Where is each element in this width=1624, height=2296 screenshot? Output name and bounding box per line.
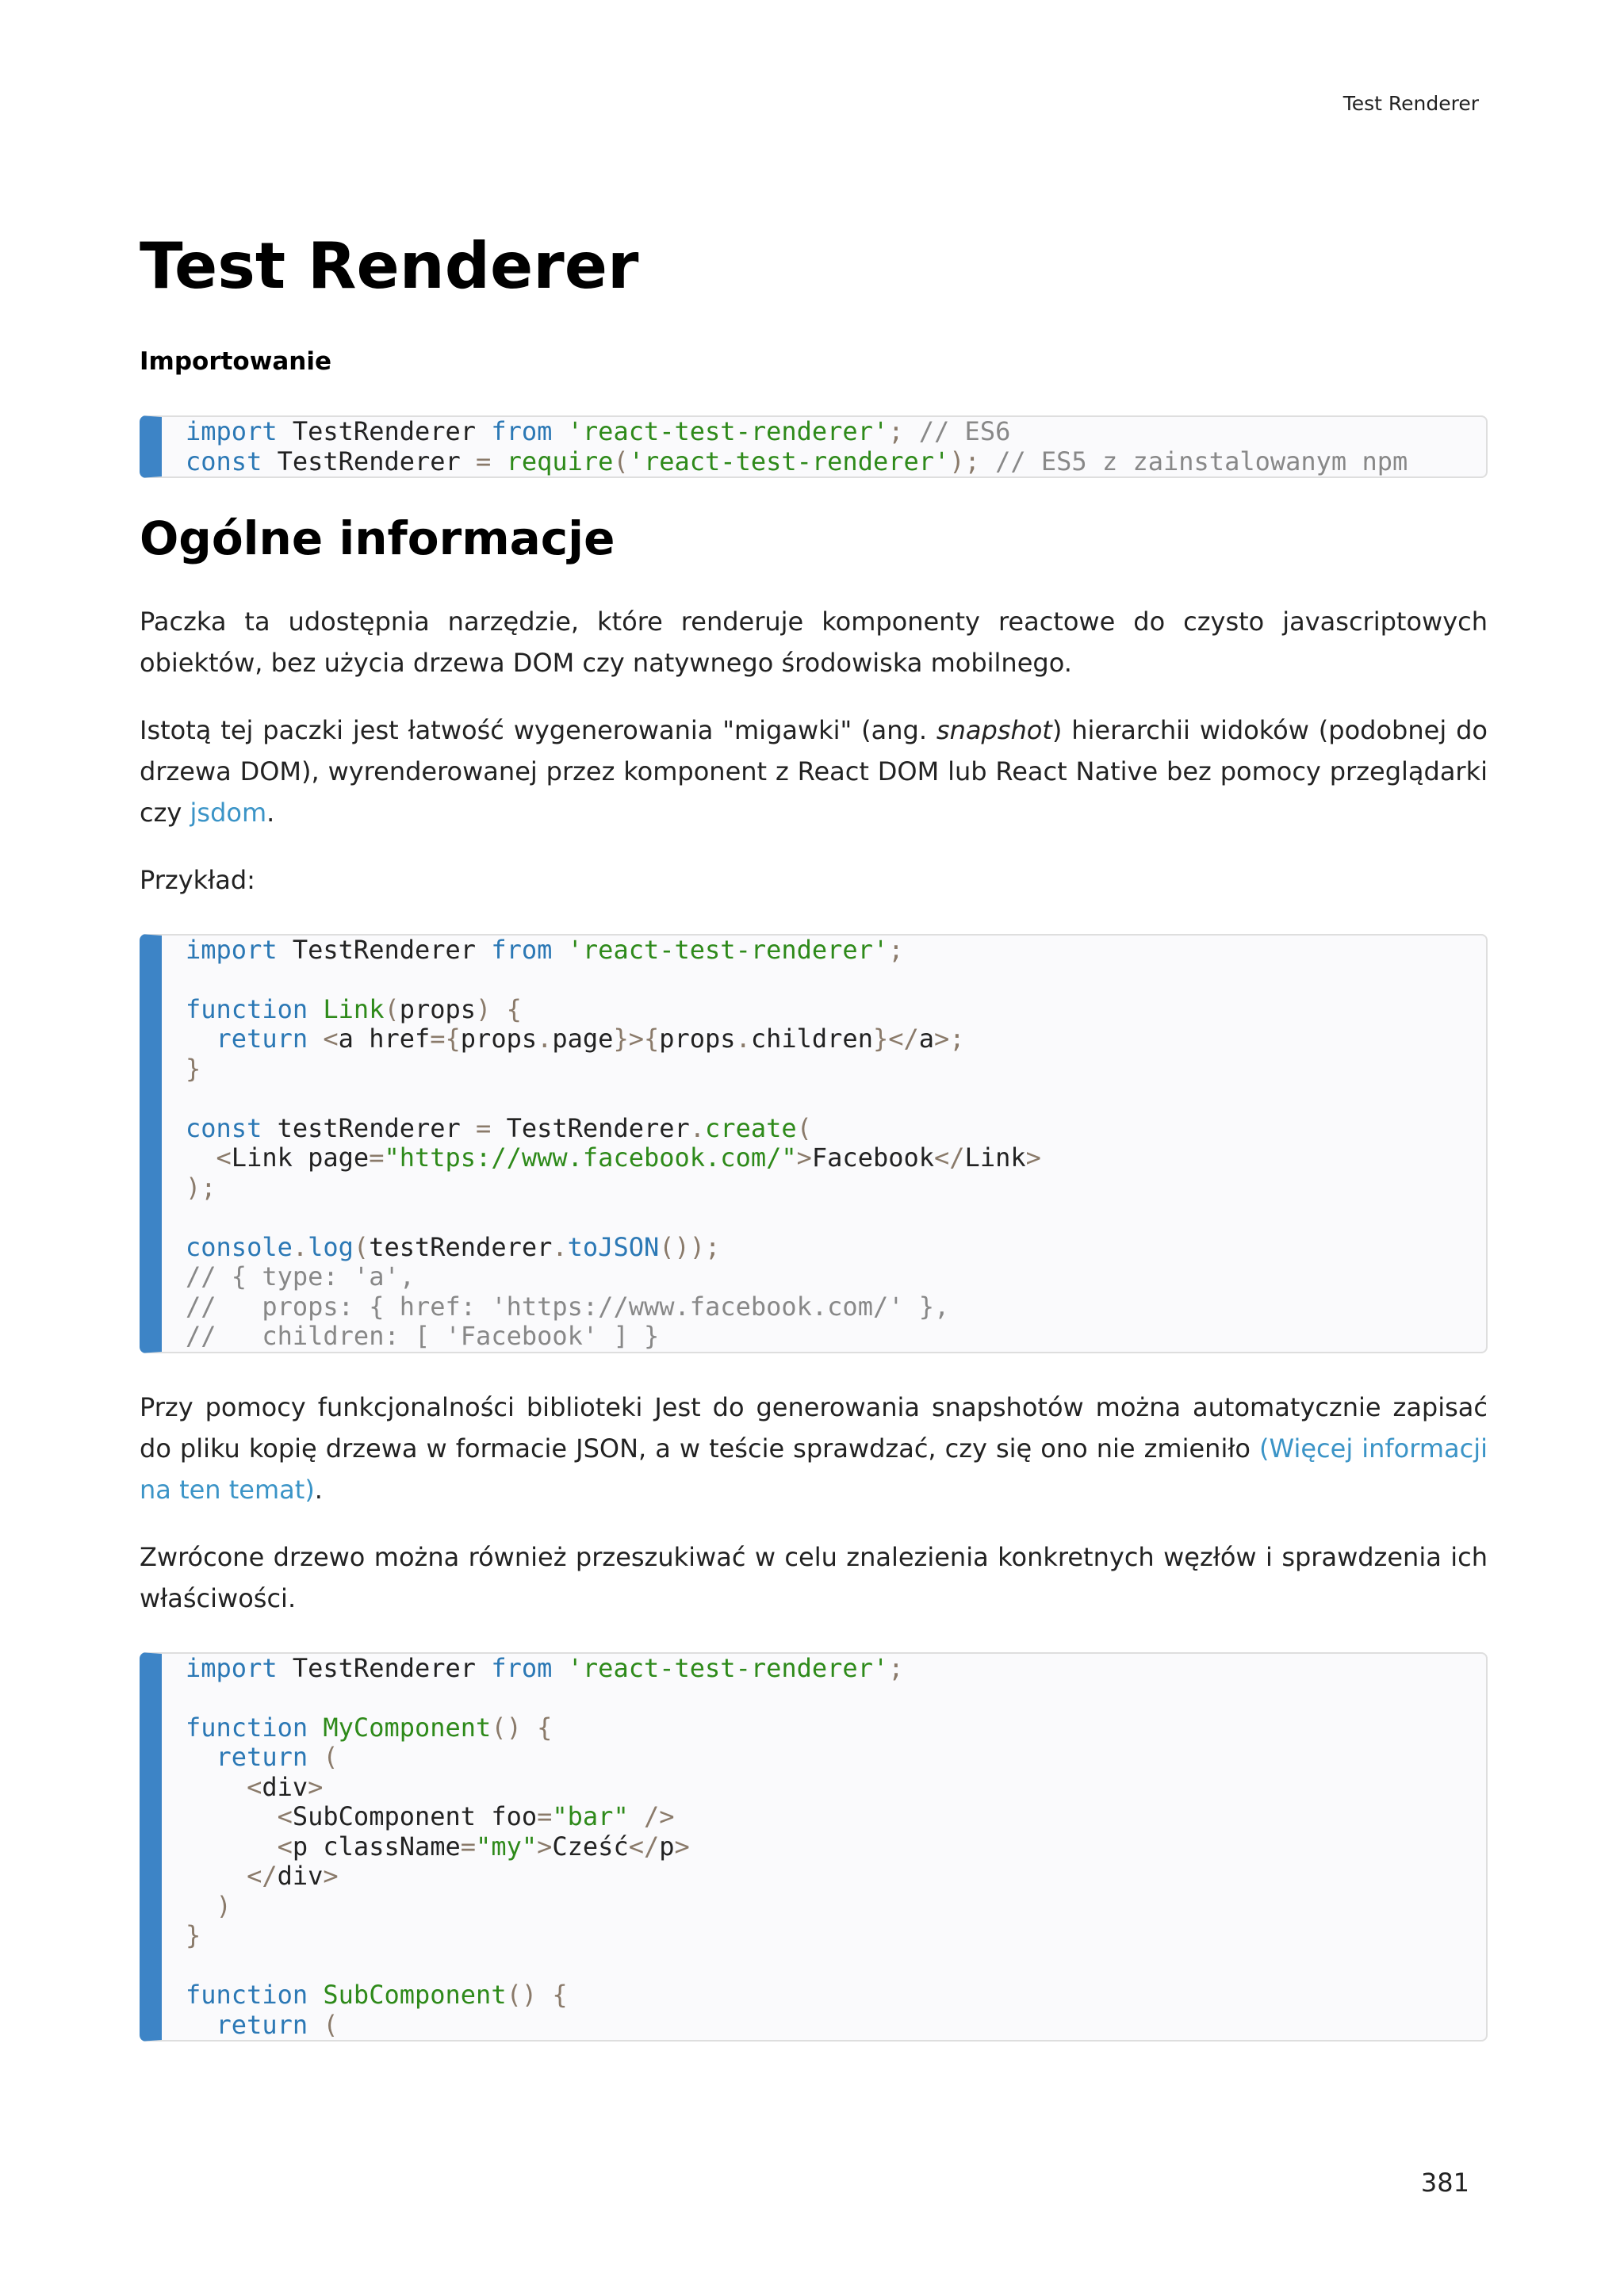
code-line: const TestRenderer = require('react-test-renderer'); // ES5 z zainstalowanym npm — [186, 446, 1408, 476]
code-line: function MyComponent() { — [186, 1712, 553, 1743]
code-line: </div> — [247, 1861, 339, 1892]
paragraph-snapshot-text-1: Istotą tej paczki jest łatwość wygenerowania "migawki" (ang. — [140, 714, 936, 745]
paragraph-snapshot-text-3: . — [266, 797, 275, 828]
code-line — [186, 1203, 1486, 1233]
paragraph-jest-end: . — [314, 1474, 323, 1505]
code-line — [186, 965, 1486, 995]
paragraph-search: Zwrócone drzewo można również przeszukiwać w celu znalezienia konkretnych węzłów i sprawdzenia ich właściwości. — [140, 1541, 1488, 1613]
paragraph-intro: Paczka ta udostępnia narzędzie, które renderuje komponenty reactowe do czysto javascriptowych obiektów, bez użycia drzewa DOM czy natywnego środowiska mobilnego. — [140, 606, 1488, 678]
page-title: Test Renderer — [140, 229, 639, 303]
code-line: return ( — [216, 1742, 339, 1773]
code-line: function Link(props) { — [186, 993, 522, 1024]
code-line — [186, 1951, 1486, 1981]
code-line: // { type: 'a', — [186, 1261, 415, 1292]
snapshot-term: snapshot — [936, 714, 1052, 745]
code-example-2-body — [162, 1654, 1486, 2041]
code-line: // children: [ 'Facebook' ] } — [186, 1321, 660, 1352]
import-code — [162, 417, 1486, 476]
code-line: ) — [216, 1890, 232, 1921]
code-line: } — [186, 1053, 201, 1084]
code-line: return ( — [216, 2009, 339, 2040]
jsdom-link[interactable]: jsdom — [190, 797, 267, 828]
code-line: } — [186, 1920, 201, 1951]
paragraph-jest-text: Przy pomocy funkcjonalności biblioteki Jest do generowania snapshotów można automatycznie zapisać do pliku kopię drzewa w formacie JSON, a w teście sprawdzać, czy się ono nie zmieniło — [140, 1391, 1488, 1464]
code-line: const testRenderer = TestRenderer.create( — [186, 1112, 812, 1143]
code-example-1-body — [162, 936, 1486, 1352]
code-line — [186, 1084, 1486, 1114]
page-number: 381 — [1420, 2168, 1469, 2198]
code-line: // props: { href: 'https://www.facebook.com/' }, — [186, 1291, 950, 1322]
code-line: function SubComponent() { — [186, 1980, 568, 2011]
code-line — [186, 1683, 1486, 1713]
code-line: <Link page="https://www.facebook.com/">Facebook</Link> — [216, 1142, 1041, 1173]
code-line: <SubComponent foo="bar" /> — [277, 1801, 675, 1832]
code-line: import TestRenderer from 'react-test-renderer'; // ES6 — [186, 416, 1011, 447]
code-line: <div> — [247, 1771, 324, 1802]
import-code-block — [140, 415, 1488, 478]
code-line: import TestRenderer from 'react-test-renderer'; — [186, 934, 904, 965]
paragraph-snapshot — [140, 710, 1488, 833]
code-line: return <a href={props.page}>{props.children}</a>; — [216, 1024, 965, 1054]
code-example-1 — [140, 934, 1488, 1353]
running-header: Test Renderer — [1342, 92, 1479, 115]
import-heading: Importowanie — [140, 347, 332, 376]
paragraph-snapshot-text-2: ) hierarchii widoków (podobnej do drzewa DOM), wyrenderowanej przez komponent z React DOM lub React Native bez pomocy przeglądarki czy — [140, 714, 1488, 828]
more-info-link[interactable]: (Więcej informacji na ten temat) — [140, 1433, 1488, 1505]
code-line: console.log(testRenderer.toJSON()); — [186, 1231, 721, 1262]
paragraph-jest — [140, 1387, 1488, 1510]
overview-heading: Ogólne informacje — [140, 511, 615, 566]
code-example-2 — [140, 1652, 1488, 2042]
page-content — [140, 230, 1488, 2042]
example-label: Przykład: — [140, 864, 255, 895]
code-line: import TestRenderer from 'react-test-renderer'; — [186, 1652, 904, 1683]
code-line: ); — [186, 1172, 216, 1203]
code-line: <p className="my">Cześć</p> — [277, 1831, 690, 1862]
